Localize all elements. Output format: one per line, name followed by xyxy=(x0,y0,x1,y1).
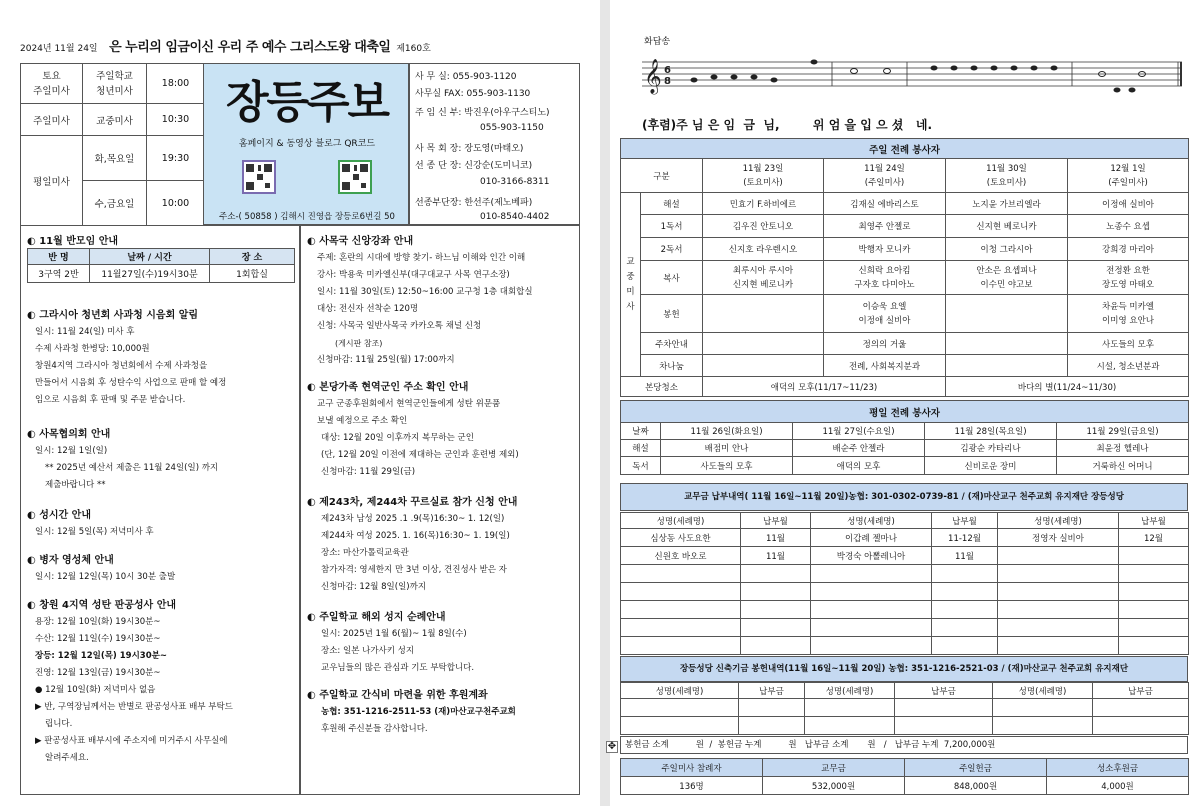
table-cell: 신지현 베로니카 xyxy=(946,215,1068,238)
notice-section xyxy=(27,306,226,409)
table-header: 성명(세례명) xyxy=(993,683,1093,699)
notice-title: ◐ 창원 4지역 성탄 판공성사 안내 xyxy=(27,596,233,611)
role-label: 독서 xyxy=(621,457,661,475)
table-cell: 민효기 F.하비에르 xyxy=(703,193,824,215)
notice-line: 후원해 주신분들 감사합니다. xyxy=(321,724,428,734)
notice-section xyxy=(27,551,175,586)
service-sub: 교중미사 xyxy=(83,104,147,136)
service-time: 10:30 xyxy=(147,104,205,136)
table-cell: 11월 xyxy=(741,529,811,547)
weekday-ministers-table xyxy=(620,400,1189,475)
notice-line: 립니다. xyxy=(45,719,73,729)
bulletin-logo-box xyxy=(203,63,409,225)
table-cell: 848,000원 xyxy=(905,777,1047,795)
role-label: 해설 xyxy=(621,440,661,457)
table-cell xyxy=(703,333,824,355)
table-header: 교무금 xyxy=(763,759,905,777)
notice-section xyxy=(27,506,154,541)
table-header: 주일미사 참례자 xyxy=(621,759,763,777)
group-label: 교 중 미 사 xyxy=(621,193,641,377)
notice-title: ◐ 본당가족 현역군인 주소 확인 안내 xyxy=(307,378,519,393)
service-sub: 주일학교 청년미사 xyxy=(83,64,147,104)
table-cell xyxy=(946,333,1068,355)
table-cell: 1회합실 xyxy=(210,265,295,283)
notice-line: 일시: 12월 1일(일) xyxy=(35,446,108,456)
table-cell: 배순주 안젤라 xyxy=(793,440,925,457)
notice-line: 주제: 혼란의 시대에 방향 찾기- 하느님 이해와 인간 이해 xyxy=(317,253,526,263)
table-cell: 차윤득 미카엘 이미영 요안나 xyxy=(1068,295,1189,333)
table-header: 11월 24일 (주일미사) xyxy=(824,159,946,193)
notice-line: 장소: 마산가톨릭교육관 xyxy=(321,548,409,558)
table-cell: 애덕의 모후 xyxy=(793,457,925,475)
notice-section xyxy=(27,596,233,767)
notice-title: ◐ 병자 영성체 안내 xyxy=(27,551,175,566)
role-label: 1독서 xyxy=(641,215,703,238)
move-handle-icon[interactable]: ✥ xyxy=(607,741,617,752)
role-label: 복사 xyxy=(641,261,703,295)
table-header: 11월 28일(목요일) xyxy=(925,423,1057,440)
table-cell: 사도들의 모후 xyxy=(1068,333,1189,355)
table-cell: 정의의 거울 xyxy=(824,333,946,355)
table-cell: 신희락 요아킴 구자호 다미아노 xyxy=(824,261,946,295)
notice-line: 일시: 2025년 1월 6(월)~ 1월 8일(수) xyxy=(321,629,467,639)
tithe-table xyxy=(620,512,1189,655)
notice-line: (게시판 참조) xyxy=(335,339,383,348)
notice-line: 일시: 12월 12일(목) 10시 30분 출발 xyxy=(35,572,176,582)
notice-line: 만들어서 시음회 후 성탄수익 사업으로 판매 할 예정 xyxy=(35,378,227,388)
good-death-leader: 선 종 단 장: 신강순(도미니코) xyxy=(415,161,533,171)
table-header: 주일헌금 xyxy=(905,759,1047,777)
header-issue: 제160호 xyxy=(396,44,431,54)
service-time: 18:00 xyxy=(147,64,205,104)
table-header: 날짜 xyxy=(621,423,661,440)
sunday-title: 주일 전례 봉사자 xyxy=(621,139,1189,159)
notices-left-column xyxy=(20,225,300,795)
notice-line: 교우님들의 많은 관심과 기도 부탁합니다. xyxy=(321,663,475,673)
notice-line: 진영: 12월 13일(금) 19시30분~ xyxy=(35,668,161,678)
role-label: 차나눔 xyxy=(641,355,703,377)
table-header: 성명(세례명) xyxy=(621,513,741,529)
table-cell: 김우진 안토니오 xyxy=(703,215,824,238)
pastor: 주 임 신 부: 박진우(아우구스티노) xyxy=(415,108,550,118)
table-cell: 심상동 사도요한 xyxy=(621,529,741,547)
table-cell: 김광순 카타리나 xyxy=(925,440,1057,457)
table-header: 납부월 xyxy=(741,513,811,529)
notice-line: 신청마감: 11월 25일(월) 17:00까지 xyxy=(317,355,455,365)
table-cell: 전정환 요한 장도영 마태오 xyxy=(1068,261,1189,295)
council-president: 사 목 회 장: 장도영(마태오) xyxy=(415,144,524,154)
notice-line: ▶ 반, 구역장님께서는 반별로 판공성사표 배부 부탁드 xyxy=(35,702,233,712)
contact-box xyxy=(409,63,580,225)
table-header: 성명(세례명) xyxy=(811,513,932,529)
service-name: 평일미사 xyxy=(21,136,83,226)
table-cell: 바다의 별(11/24~11/30) xyxy=(946,377,1189,397)
role-label: 2독서 xyxy=(641,238,703,261)
notice-line: 용장: 12월 10일(화) 19시30분~ xyxy=(35,617,161,627)
table-header: 날짜 / 시간 xyxy=(90,249,210,265)
table-cell: 11-12월 xyxy=(932,529,998,547)
notice-line: 신청: 사목국 일반사목국 카카오톡 채널 신청 xyxy=(317,321,482,331)
notice-title: ◐ 주일학교 간식비 마련을 위한 후원계좌 xyxy=(307,686,516,701)
notices-right-column xyxy=(300,225,580,795)
notice-line: 장소: 일본 나가사키 성지 xyxy=(321,646,415,656)
table-cell xyxy=(946,355,1068,377)
table-header: 11월 29일(금요일) xyxy=(1057,423,1189,440)
notice-line: 알려주세요. xyxy=(45,753,89,763)
notice-title: ◐ 사목국 신앙강좌 안내 xyxy=(307,232,533,247)
table-header: 납부금 xyxy=(739,683,805,699)
table-cell: 노종수 요셉 xyxy=(1068,215,1189,238)
table-cell: 박경숙 아뽈레니아 xyxy=(811,547,932,565)
table-cell xyxy=(946,295,1068,333)
table-cell: 최루시아 루시아 신지현 베로니카 xyxy=(703,261,824,295)
service-sub: 수,금요일 xyxy=(83,181,147,226)
table-header: 납부월 xyxy=(932,513,998,529)
notice-line: 일시: 11월 30일(토) 12:50~16:00 교구청 1층 대회합실 xyxy=(317,287,533,297)
notice-section xyxy=(307,378,519,481)
notice-line: ▶ 판공성사표 배부시에 주소지에 미거주시 사무실에 xyxy=(35,736,228,746)
leader-phone: 010-3166-8311 xyxy=(480,177,550,187)
tithe-title: 교무금 납부내역( 11월 16일~11월 20일)농협: 301-0302-0739-81 / (재)마산교구 천주교회 유지재단 장등성당 xyxy=(620,483,1188,511)
table-cell: 사도들의 모후 xyxy=(661,457,793,475)
notice-line: 창원4지역 그라시아 청년회에서 수제 사과청을 xyxy=(35,361,208,371)
notice-line: 농협: 351-1216-2511-53 (재)마산교구천주교회 xyxy=(321,707,516,717)
notice-line: (단, 12월 20일 이전에 제대하는 군인과 훈련병 제외) xyxy=(321,450,519,460)
table-cell: 신비로운 장미 xyxy=(925,457,1057,475)
group-meeting-table xyxy=(27,248,295,283)
video-blog-qr-icon[interactable] xyxy=(338,160,372,194)
notice-title: ◐ 주일학교 해외 성지 순례안내 xyxy=(307,608,474,623)
notice-line: 교구 군종후원회에서 현역군인들에게 성탄 위문품 xyxy=(317,399,501,409)
music-staff-icon xyxy=(642,48,1182,102)
table-cell: 이갑례 젤마나 xyxy=(811,529,932,547)
notice-title: ◐ 제243차, 제244차 꾸르실료 참가 신청 안내 xyxy=(307,493,517,508)
table-header: 성명(세례명) xyxy=(998,513,1119,529)
service-sub: 화,목요일 xyxy=(83,136,147,181)
vice-leader-phone: 010-8540-4402 xyxy=(480,212,550,222)
qr-label: 홈페이지 & 동영상 블로그 QR코드 xyxy=(238,139,376,149)
notice-line: 신청마감: 11월 29일(금) xyxy=(321,467,416,477)
table-cell: 거룩하신 어머니 xyxy=(1057,457,1189,475)
psalm-label: 화답송 xyxy=(644,37,671,47)
table-header: 11월 30일 (토요미사) xyxy=(946,159,1068,193)
table-cell: 안소은 요셉피나 이수민 야고보 xyxy=(946,261,1068,295)
notice-line: 일시: 11월 24(일) 미사 후 xyxy=(35,327,135,337)
homepage-qr-icon[interactable] xyxy=(242,160,276,194)
pastor-phone: 055-903-1150 xyxy=(480,123,544,133)
notice-section xyxy=(27,425,218,494)
table-header: 납부금 xyxy=(895,683,993,699)
bulletin-logo: 장등주보 xyxy=(225,77,388,128)
table-cell xyxy=(703,295,824,333)
table-cell: 시설, 청소년분과 xyxy=(1068,355,1189,377)
building-fund-title: 장등성당 신축기금 봉헌내역(11월 16일~11월 20일) 농협: 351-1216-2521-03 / (재)마산교구 천주교회 유지재단 xyxy=(620,656,1188,682)
table-header: 11월 23일 (토요미사) xyxy=(703,159,824,193)
service-time: 19:30 xyxy=(147,136,205,181)
table-cell: 박행자 모니카 xyxy=(824,238,946,261)
svg-text:𝄞: 𝄞 xyxy=(644,59,662,94)
notice-line: 수제 사과청 한병당: 10,000원 xyxy=(35,344,150,354)
notice-title: ◐ 11월 반모임 안내 xyxy=(27,232,118,247)
table-header: 11월 27일(수요일) xyxy=(793,423,925,440)
table-cell: 노지윤 가브리엘라 xyxy=(946,193,1068,215)
table-header: 구분 xyxy=(621,159,703,193)
table-cell: 12월 xyxy=(1119,529,1189,547)
notice-line: 신청마감: 12월 8일(일)까지 xyxy=(321,582,427,592)
office-fax: 사무실 FAX: 055-903-1130 xyxy=(415,89,531,99)
table-header: 성명(세례명) xyxy=(805,683,895,699)
role-label: 해설 xyxy=(641,193,703,215)
notice-section xyxy=(307,608,474,677)
notice-line: 대상: 12월 20일 이후까지 복무하는 군인 xyxy=(321,433,474,443)
table-cell: 3구역 2반 xyxy=(28,265,90,283)
table-header: 납부금 xyxy=(1093,683,1189,699)
notice-line: 제출바랍니다 ** xyxy=(45,480,106,490)
table-cell: 4,000원 xyxy=(1047,777,1189,795)
table-cell: 최윤정 헬레나 xyxy=(1057,440,1189,457)
bulletin-page-2 xyxy=(607,0,1200,806)
notice-line: 보낼 예정으로 주소 확인 xyxy=(317,416,408,426)
role-label: 본당청소 xyxy=(621,377,703,397)
table-cell: 532,000원 xyxy=(763,777,905,795)
stats-table xyxy=(620,758,1189,795)
table-cell: 신원호 바오로 xyxy=(621,547,741,565)
table-header: 성명(세례명) xyxy=(621,683,739,699)
header-date: 2024년 11월 24일 xyxy=(20,44,98,54)
table-header: 성소후원금 xyxy=(1047,759,1189,777)
notice-line: 임으로 시음회 후 판매 및 주문 받습니다. xyxy=(35,395,186,405)
table-cell xyxy=(703,355,824,377)
table-cell: 11월 xyxy=(741,547,811,565)
table-cell: 정영자 실비아 xyxy=(998,529,1119,547)
service-name: 주일미사 xyxy=(21,104,83,136)
notice-title: ◐ 사목협의회 안내 xyxy=(27,425,218,440)
sunday-ministers-table xyxy=(620,138,1189,397)
notice-line: 제243차 남성 2025 .1 .9(목)16:30~ 1. 12(일) xyxy=(321,514,505,524)
notice-section xyxy=(27,232,118,247)
svg-text:6: 6 xyxy=(664,65,671,76)
bulletin-header xyxy=(20,36,580,55)
table-cell: 136명 xyxy=(621,777,763,795)
table-cell: 애덕의 모후(11/17~11/23) xyxy=(703,377,946,397)
notice-line: 제244차 여성 2025. 1. 16(목)16:30~ 1. 19(일) xyxy=(321,531,510,541)
notice-section xyxy=(307,232,533,369)
table-cell xyxy=(1119,547,1189,565)
table-cell: 강희경 마리아 xyxy=(1068,238,1189,261)
offering-summary: 봉헌금 소계 원 / 봉헌금 누계 원 납부금 소계 원 / 납부금 누계 7,200,000원 xyxy=(620,736,1188,754)
church-address: 주소-( 50858 ) 김해시 진영읍 장등로6번길 50 xyxy=(219,212,395,222)
weekday-title: 평일 전례 봉사자 xyxy=(621,401,1189,423)
table-cell xyxy=(998,547,1119,565)
table-cell: 이승욱 요엘 이정애 실비아 xyxy=(824,295,946,333)
table-cell: 신지호 라우렌시오 xyxy=(703,238,824,261)
role-label: 봉헌 xyxy=(641,295,703,333)
notice-title: ◐ 성시간 안내 xyxy=(27,506,154,521)
notice-line: 강사: 박용욱 미카엘신부(대구대교구 사목 연구소장) xyxy=(317,270,510,280)
table-cell: 전례, 사회복지분과 xyxy=(824,355,946,377)
psalm-lyrics: (후렴)주 님 은 임 금 님, 위 엄 을 입 으 셨 네. xyxy=(642,118,933,132)
notice-section xyxy=(307,493,517,596)
table-cell: 김재실 에바리스토 xyxy=(824,193,946,215)
svg-text:8: 8 xyxy=(664,76,671,87)
table-cell: 11월27일(수)19시30분 xyxy=(90,265,210,283)
table-header: 반 명 xyxy=(28,249,90,265)
service-name: 토요 주일미사 xyxy=(21,64,83,104)
notice-line: 대상: 전신자 선착순 120명 xyxy=(317,304,419,314)
service-time: 10:00 xyxy=(147,181,205,226)
notice-title: ◐ 그라시아 청년회 사과청 시음회 알림 xyxy=(27,306,226,321)
table-cell: 최영주 안젤로 xyxy=(824,215,946,238)
table-header: 납부월 xyxy=(1119,513,1189,529)
vice-leader: 선종부단장: 한선주(제노베파) xyxy=(415,198,533,208)
notice-line: 장등: 12월 12일(목) 19시30분~ xyxy=(35,651,167,661)
notice-line: ** 2025년 예산서 제출은 11월 24일(일) 까지 xyxy=(45,463,219,473)
notice-line: 일시: 12월 5일(목) 저녁미사 후 xyxy=(35,527,154,537)
mass-schedule-table xyxy=(20,63,205,226)
table-header: 12월 1일 (주일미사) xyxy=(1068,159,1189,193)
table-cell: 이정애 실비아 xyxy=(1068,193,1189,215)
table-cell: 배점미 안나 xyxy=(661,440,793,457)
notice-line: 참가자격: 영세한지 만 3년 이상, 견진성사 받은 자 xyxy=(321,565,507,575)
building-fund-table xyxy=(620,682,1189,735)
notice-section xyxy=(307,686,516,738)
table-header: 11월 26일(화요일) xyxy=(661,423,793,440)
table-cell: 11월 xyxy=(932,547,998,565)
notice-line: 수산: 12월 11일(수) 19시30분~ xyxy=(35,634,161,644)
role-label: 주차안내 xyxy=(641,333,703,355)
table-cell: 이청 그라시아 xyxy=(946,238,1068,261)
header-title: 은 누리의 임금이신 우리 주 예수 그리스도왕 대축일 xyxy=(109,40,391,55)
notice-line: ● 12월 10일(화) 저녁미사 없음 xyxy=(35,685,156,695)
office-phone: 사 무 실: 055-903-1120 xyxy=(415,72,517,82)
table-header: 장 소 xyxy=(210,249,295,265)
